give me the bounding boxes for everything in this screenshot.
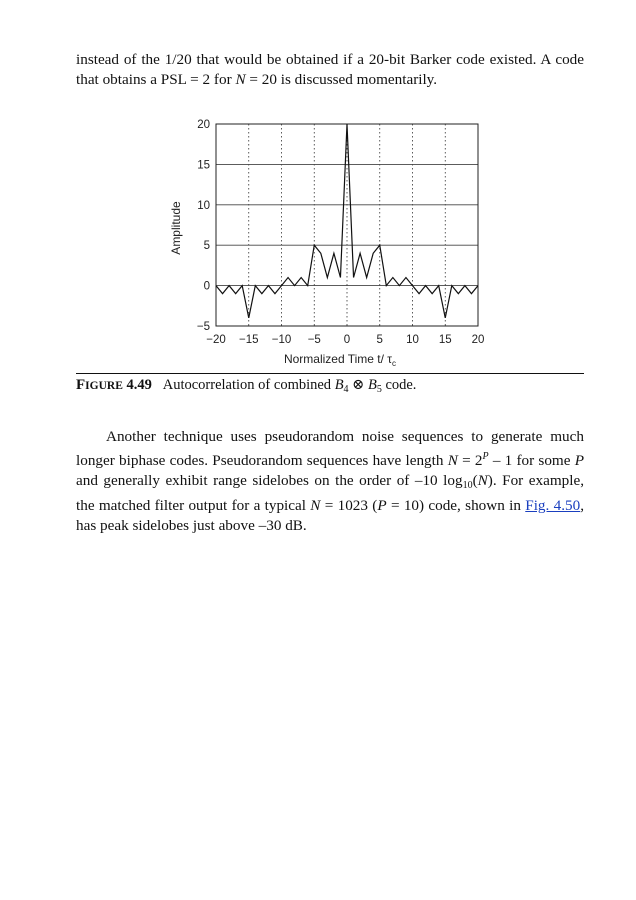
figure-caption: FIGURE 4.49 Autocorrelation of combined $B_4$ ⊗ $B_5$ code. — [76, 377, 417, 395]
text-line: instead of the 1/20 that would be obtained if a 20-bit Barker code existed. A — [76, 51, 551, 68]
x-tick-label: 15 — [438, 334, 452, 346]
caption-rule — [76, 373, 584, 374]
x-tick-label: 0 — [343, 334, 351, 346]
x-axis-label: Normalized Time t/ $\tau_c$ — [283, 352, 397, 368]
y-tick-label: 15 — [197, 159, 210, 172]
tick-labels — [197, 119, 485, 346]
caption-text: Autocorrelation of combined — [162, 377, 335, 393]
variable-n: N — [235, 71, 246, 88]
x-tick-label: −10 — [271, 334, 292, 346]
figure-link[interactable]: Fig. 4.50 — [525, 497, 581, 514]
paragraph-pseudorandom: Another technique uses pseudorandom noise sequences to generate much longer biphase codes. Pseudorandom sequences have length $N = 2^P - 1$ for some P and generally exhibit range sidelobes on the order of –10 $\log_{10}(N)$. For example, the matched filter output for a typical N = 1023 (P = 10) code, shown in Fig. 4.50, has peak sidelobes just above –30 dB. — [76, 428, 585, 534]
x-tick-label: 20 — [471, 334, 485, 346]
x-tick-label: 10 — [406, 334, 419, 346]
y-tick-label: 0 — [203, 280, 210, 293]
x-tick-label: −20 — [206, 334, 226, 346]
y-tick-label: 5 — [203, 240, 210, 253]
figure-label: FIGURE 4.49 — [76, 377, 152, 393]
y-tick-label: −5 — [196, 321, 210, 333]
text-line: = 20 is discussed momentarily. — [245, 71, 438, 88]
chart-grid — [216, 124, 478, 326]
x-tick-label: −5 — [307, 334, 321, 346]
y-tick-label: 10 — [197, 199, 210, 212]
y-tick-label: 20 — [197, 119, 210, 131]
y-axis-label: Amplitude — [169, 201, 183, 255]
text-line: code that obtains a PSL = 2 for — [76, 51, 584, 88]
x-tick-label: −15 — [238, 334, 259, 346]
kronecker-operator: ⊗ — [348, 377, 368, 393]
autocorrelation-chart — [160, 112, 500, 374]
x-tick-label: 5 — [376, 334, 383, 346]
paragraph-intro — [76, 50, 584, 90]
